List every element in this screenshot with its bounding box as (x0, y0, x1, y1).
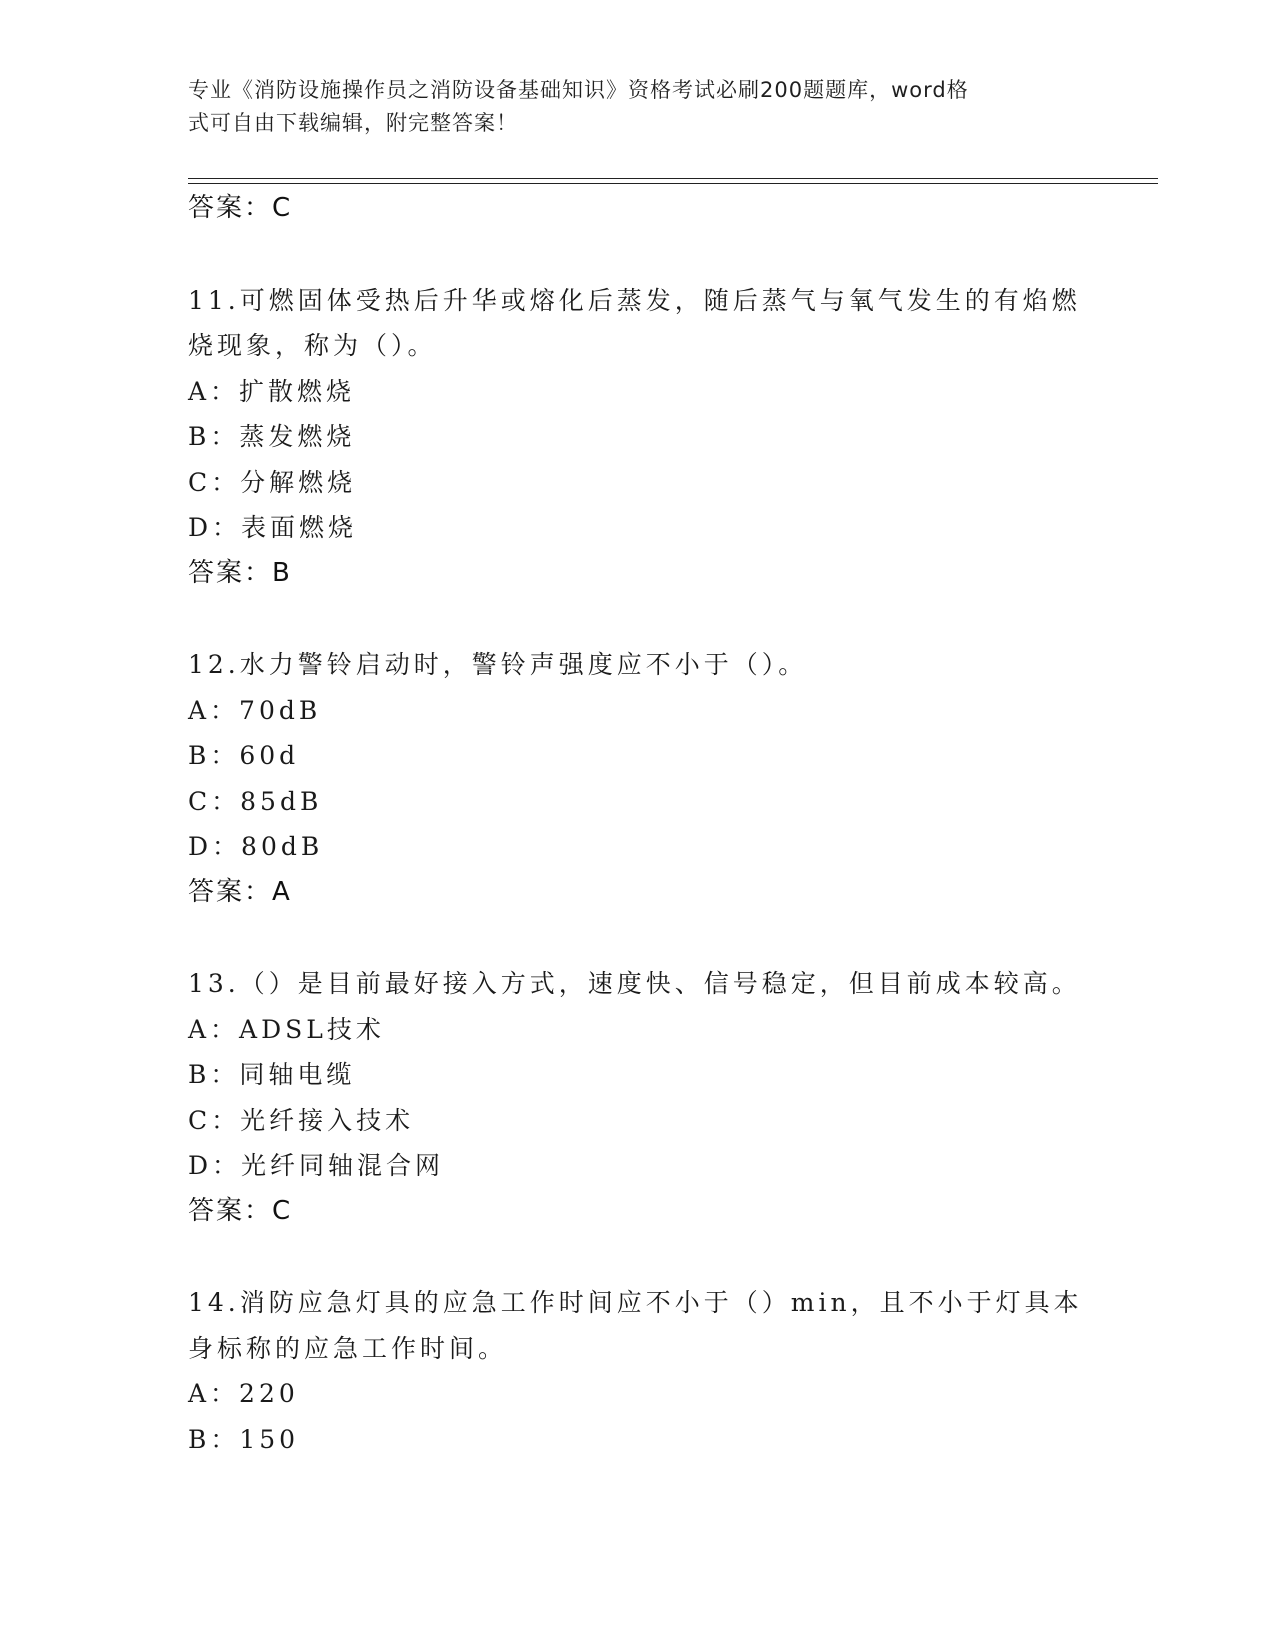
question-stem-line: 烧现象，称为（）。 (188, 331, 437, 360)
question-stem-line: 11.可燃固体受热后升华或熔化后蒸发，随后蒸气与氧气发生的有焰燃 (188, 285, 1081, 315)
option-c: C：分解燃烧 (188, 467, 357, 497)
option-d: D：光纤同轴混合网 (188, 1151, 445, 1180)
option-d: D：80dB (188, 832, 324, 861)
option-c: C：光纤接入技术 (188, 1105, 415, 1135)
question-stem-line: 身标称的应急工作时间。 (188, 1333, 508, 1363)
option-a: A：扩散燃烧 (188, 376, 356, 406)
option-b: B：60d (188, 741, 300, 770)
answer: 答案：B (188, 557, 292, 588)
spacer (188, 915, 1088, 961)
previous-answer: 答案：C (188, 193, 293, 223)
header-divider-bottom (188, 183, 1158, 184)
option-a: A：220 (188, 1379, 299, 1408)
spacer (188, 232, 1088, 278)
document-header (188, 74, 1068, 140)
question-list (188, 186, 1088, 1462)
spacer (188, 596, 1088, 642)
question-12 (188, 642, 1088, 915)
question-11 (188, 278, 1088, 597)
answer: 答案：A (188, 876, 292, 907)
header-line-1: 专业《消防设施操作员之消防设备基础知识》资格考试必刷200题题库，word格 (188, 78, 969, 102)
spacer (188, 1234, 1088, 1280)
question-13 (188, 961, 1088, 1234)
header-line-2: 式可自由下载编辑，附完整答案！ (188, 111, 518, 135)
answer: 答案：C (188, 1195, 293, 1226)
header-divider-top (188, 178, 1158, 179)
option-a: A：ADSL技术 (188, 1014, 385, 1044)
question-stem-line: 13.（）是目前最好接入方式，速度快、信号稳定，但目前成本较高。 (188, 969, 1081, 998)
question-stem-line: 12.水力警铃启动时，警铃声强度应不小于（）。 (188, 650, 808, 679)
option-b: B：同轴电缆 (188, 1060, 356, 1089)
question-14 (188, 1280, 1088, 1462)
question-stem-line: 14.消防应急灯具的应急工作时间应不小于（）min，且不小于灯具本 (188, 1288, 1083, 1317)
option-c: C：85dB (188, 786, 323, 816)
option-a: A：70dB (188, 695, 322, 725)
option-d: D：表面燃烧 (188, 513, 358, 542)
option-b: B：150 (188, 1424, 300, 1454)
option-b: B：蒸发燃烧 (188, 422, 356, 451)
